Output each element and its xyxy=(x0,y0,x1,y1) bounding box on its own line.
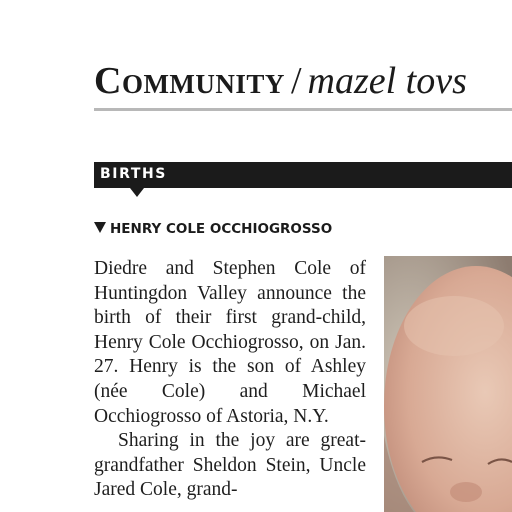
section-bar-label: BIRTHS xyxy=(100,166,167,182)
subsection-title: mazel tovs xyxy=(307,60,467,102)
entry-heading-text: HENRY COLE OCCHIOGROSSO xyxy=(110,221,333,237)
page-title xyxy=(94,62,467,100)
article-paragraph: Diedre and Stephen Cole of Huntingdon Valley announce the birth of their first grand-child, Henry Cole Occhiogrosso, on Jan. 27. Henry is the son of Ashley (née Cole) and Michael Occhiogrosso of Astoria, N.Y. xyxy=(94,258,366,427)
title-separator: / xyxy=(290,60,302,102)
article-paragraph: Sharing in the joy are great-grandfather Sheldon Stein, Uncle Jared Cole, grand- xyxy=(94,430,366,501)
article-body xyxy=(94,257,366,503)
section-bar-notch xyxy=(130,188,144,197)
section-title: Community xyxy=(94,60,285,102)
entry-heading xyxy=(94,221,332,237)
newborn-photo xyxy=(384,256,512,512)
newborn-photo-icon xyxy=(384,256,512,512)
header-rule xyxy=(94,108,512,111)
section-bar xyxy=(94,162,512,188)
triangle-bullet-icon xyxy=(94,222,106,233)
